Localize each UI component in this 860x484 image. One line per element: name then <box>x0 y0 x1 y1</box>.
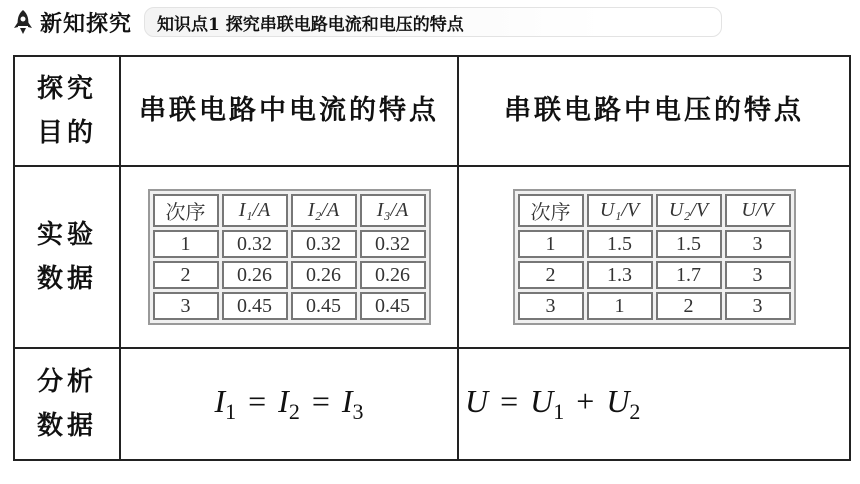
table-cell: 1.5 <box>587 230 653 258</box>
current-data-cell <box>120 166 458 348</box>
table-cell: 0.45 <box>222 292 288 320</box>
table-cell: 3 <box>725 230 791 258</box>
col-header-voltage: 串联电路中电压的特点 <box>458 56 850 166</box>
voltage-formula-cell <box>458 348 850 460</box>
table-cell: 1.3 <box>587 261 653 289</box>
table-cell: 0.26 <box>360 261 426 289</box>
table-cell: U₁/V <box>587 194 653 227</box>
table-cell: U₂/V <box>656 194 722 227</box>
table-row <box>518 261 791 289</box>
table-cell: 0.45 <box>291 292 357 320</box>
header-bar <box>12 5 722 39</box>
voltage-formula: $U = U_1 + U_2$ <box>465 383 641 424</box>
table-row <box>518 230 791 258</box>
table-cell: 0.45 <box>360 292 426 320</box>
table-row-purpose <box>14 56 850 166</box>
section-title: 新知探究 <box>40 10 133 37</box>
table-cell: 1.7 <box>656 261 722 289</box>
table-cell: 0.26 <box>291 261 357 289</box>
topic-banner <box>144 7 722 37</box>
voltage-data-cell <box>458 166 850 348</box>
table-cell: 2 <box>518 261 584 289</box>
table-cell: 次序 <box>518 194 584 227</box>
topic-title: 知识点1 探究串联电路电流和电压的特点 <box>157 14 464 35</box>
table-row <box>153 230 426 258</box>
table-row <box>518 292 791 320</box>
table-cell: I₁/A <box>222 194 288 227</box>
table-cell: 3 <box>518 292 584 320</box>
row-header-purpose: 探究目的 <box>14 56 120 166</box>
table-cell: 0.32 <box>222 230 288 258</box>
current-formula: $I_1 = I_2 = I_3$ <box>214 383 364 424</box>
table-row-analysis <box>14 348 850 460</box>
table-row <box>153 261 426 289</box>
table-cell: 1 <box>518 230 584 258</box>
table-cell: 3 <box>725 292 791 320</box>
table-cell: 2 <box>153 261 219 289</box>
table-cell: 3 <box>725 261 791 289</box>
rocket-icon <box>12 9 34 35</box>
table-cell: I₂/A <box>291 194 357 227</box>
table-cell: 0.26 <box>222 261 288 289</box>
table-cell: 0.32 <box>291 230 357 258</box>
current-formula-cell <box>120 348 458 460</box>
row-header-analysis: 分析数据 <box>14 348 120 460</box>
table-cell: 3 <box>153 292 219 320</box>
current-data-table <box>148 189 431 325</box>
table-row <box>518 194 791 227</box>
row-header-data: 实验数据 <box>14 166 120 348</box>
table-cell: I₃/A <box>360 194 426 227</box>
table-cell: 1 <box>587 292 653 320</box>
table-cell: 2 <box>656 292 722 320</box>
voltage-data-table <box>513 189 796 325</box>
table-row <box>153 194 426 227</box>
table-cell: U/V <box>725 194 791 227</box>
table-row-data <box>14 166 850 348</box>
table-row <box>153 292 426 320</box>
table-cell: 0.32 <box>360 230 426 258</box>
table-cell: 1.5 <box>656 230 722 258</box>
col-header-current: 串联电路中电流的特点 <box>120 56 458 166</box>
table-cell: 1 <box>153 230 219 258</box>
summary-table <box>13 55 851 461</box>
table-cell: 次序 <box>153 194 219 227</box>
